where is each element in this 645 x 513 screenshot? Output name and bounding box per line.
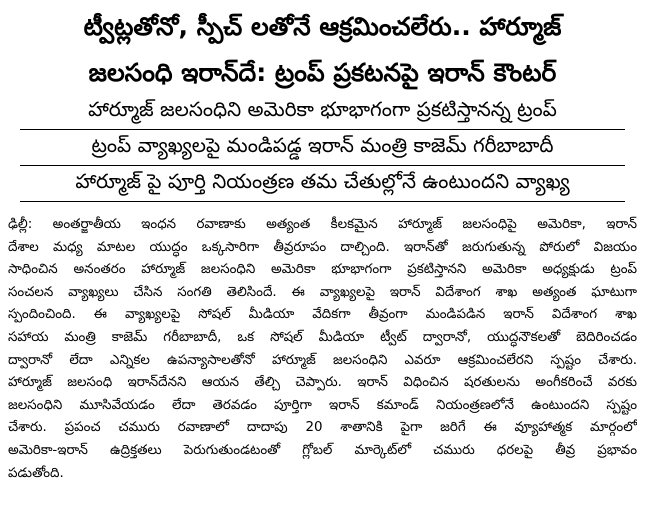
body-line: పడుతోంది. — [8, 465, 64, 481]
subheadline-3: హార్మూజ్ పై పూర్తి నియంత్రణ తమ చేతుల్లోనే ఉంటుందని వ్యాఖ్య — [75, 169, 570, 193]
headline-line-1: ట్వీట్లతోనో, స్పీచ్ లతోనే ఆక్రమించలేరు.. హార్మూజ్ — [83, 11, 562, 41]
body-line: స్పందించింది. ఈ వ్యాఖ్యలపై సోషల్ మీడియా వేదికగా తీవ్రంగా మండిపడిన ఇరాన్ విదేశాంగ శాఖ — [8, 307, 637, 323]
article-body — [6, 214, 639, 485]
subheadline-2: ట్రంప్ వ్యాఖ్యలపై మండిపడ్డ ఇరాన్ మంత్రి కాజెమ్ గరీబాబాదీ — [91, 133, 554, 157]
body-line: చేశారు. ప్రపంచ చమురు రవాణాలో దాదాపు 20 శాతానికి పైగా జరిగే ఈ వ్యూహాత్మక మార్గంలో — [8, 420, 637, 436]
body-line: సాధించిన అనంతరం హార్మూజ్ జలసంధిని అమెరికా భూభాగంగా ప్రకటిస్తానని అమెరికా అధ్యక్షుడు ట్రంప్ — [8, 262, 637, 278]
body-line: సహాయ మంత్రి కాజెమ్ గరీబాబాదీ, ఒక సోషల్ మీడియా ట్వీట్ ద్వారానో, యుద్ధనౌకలతో బెదిరించడం — [8, 329, 637, 345]
body-line: హార్మూజ్ జలసంధి ఇరాన్‌దేనని ఆయన తేల్చి చెప్పారు. ఇరాన్ విధించిన షరతులను అంగీకరించే వరకు — [8, 375, 637, 391]
body-line: ఢిల్లీ: అంతర్జాతీయ ఇంధన రవాణాకు అత్యంత కీలకమైన హార్మూజ్ జలసంధిపై అమెరికా, ఇరాన్ — [8, 217, 637, 232]
headline-line-2: జలసంధి ఇరాన్‌దే: ట్రంప్ ప్రకటనపై ఇరాన్ కౌంటర్ — [88, 57, 557, 87]
body-line: ద్వారానో లేదా ఎన్నికల ఉపన్యాసాలతోనో హార్మూజ్ జలసంధిని ఎవరూ ఆక్రమించలేరని స్పష్టం చేశారు. — [8, 352, 637, 368]
body-line: దేశాల మధ్య మాటల యుద్ధం ఒక్కసారిగా తీవ్రరూపం దాల్చింది. ఇరాన్‌తో జరుగుతున్న పోరులో విజయం — [8, 239, 637, 255]
body-line: సంచలన వ్యాఖ్యలు చేసిన సంగతి తెలిసిందే. ఈ వ్యాఖ్యలపై ఇరాన్ విదేశాంగ శాఖ అత్యంత ఘాటుగా — [8, 284, 637, 300]
divider-rule — [20, 201, 625, 202]
subheadline-1: హార్మూజ్ జలసంధిని అమెరికా భూభాగంగా ప్రకటిస్తానన్న ట్రంప్ — [88, 97, 557, 121]
body-line: అమెరికా-ఇరాన్ ఉద్రిక్తతలు పెరుగుతుండటంతో గ్లోబల్ మార్కెట్‌లో చమురు ధరలపై తీవ్ర ప్రభావం — [8, 442, 637, 458]
body-line: జలసంధిని మూసివేయడం లేదా తెరవడం పూర్తిగా ఇరాన్ కమాండ్ నియంత్రణలోనే ఉంటుందని స్పష్టం — [8, 397, 637, 413]
